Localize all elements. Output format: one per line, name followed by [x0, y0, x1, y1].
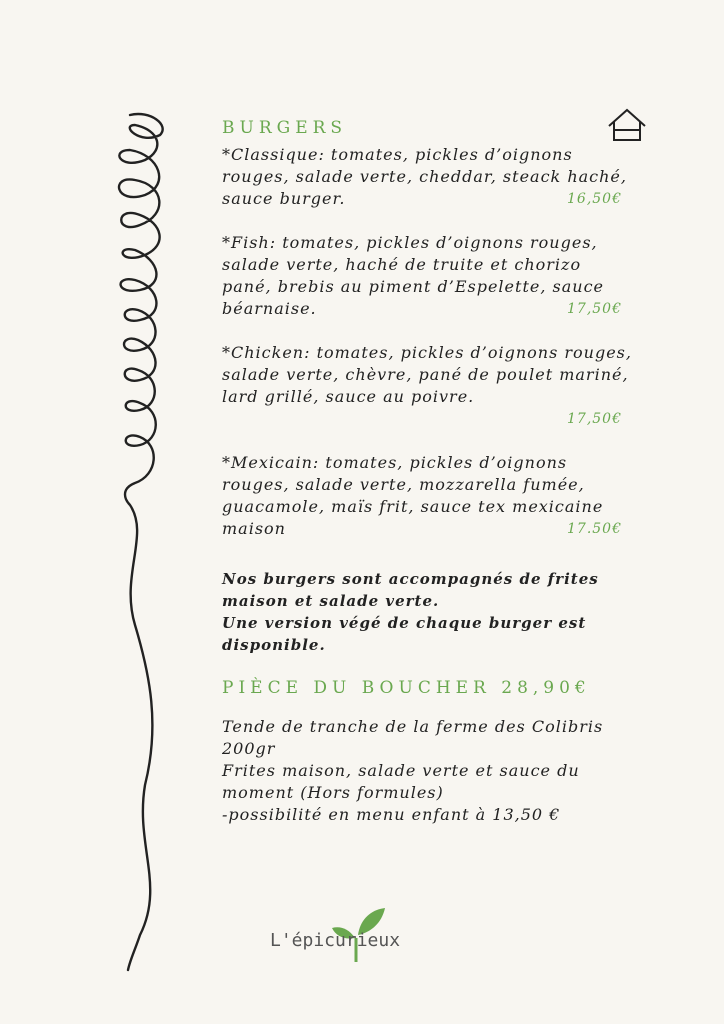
- burger-classique: [222, 144, 632, 210]
- item-description: *Chicken: tomates, pickles d’oignons rouges, salade verte, chèvre, pané de poulet mariné, lard grillé, sauce au poivre.: [222, 343, 632, 406]
- butcher-description: [222, 716, 632, 826]
- item-price: 16,50€: [567, 191, 622, 207]
- burger-fish: [222, 232, 632, 320]
- note-line-1: Nos burgers sont accompagnés de frites maison et salade verte.: [222, 570, 599, 610]
- item-price: 17.50€: [567, 521, 622, 537]
- menu-content: [222, 118, 632, 826]
- item-description: *Mexicain: tomates, pickles d’oignons rouges, salade verte, mozzarella fumée, guacamole, maïs frit, sauce tex mexicaine maison: [222, 453, 604, 538]
- butcher-line-2: Frites maison, salade verte et sauce du moment (Hors formules): [222, 761, 580, 802]
- logo-text: L'épicurieux: [270, 930, 401, 951]
- item-description: *Fish: tomates, pickles d’oignons rouges, salade verte, haché de truite et chorizo pané, brebis au piment d’Espelette, sauce béarnaise.: [222, 233, 604, 318]
- item-price: 17,50€: [567, 301, 622, 317]
- butcher-line-3: -possibilité en menu enfant à 13,50 €: [222, 805, 561, 824]
- item-description: *Classique: tomates, pickles d’oignons rouges, salade verte, cheddar, steack haché, sauce burger.: [222, 145, 627, 208]
- burgers-title: BURGERS: [222, 118, 348, 138]
- butcher-line-1: Tende de tranche de la ferme des Colibris 200gr: [222, 717, 604, 758]
- item-price: 17,50€: [567, 411, 622, 427]
- note-line-2: Une version végé de chaque burger est disponible.: [222, 614, 587, 654]
- butcher-title: PIÈCE DU BOUCHER 28,90€: [222, 678, 591, 698]
- burger-mexicain: [222, 452, 632, 540]
- burger-chicken: [222, 342, 632, 430]
- burger-note: [222, 568, 632, 656]
- restaurant-logo: [270, 900, 410, 970]
- menu-script-icon: [90, 105, 180, 975]
